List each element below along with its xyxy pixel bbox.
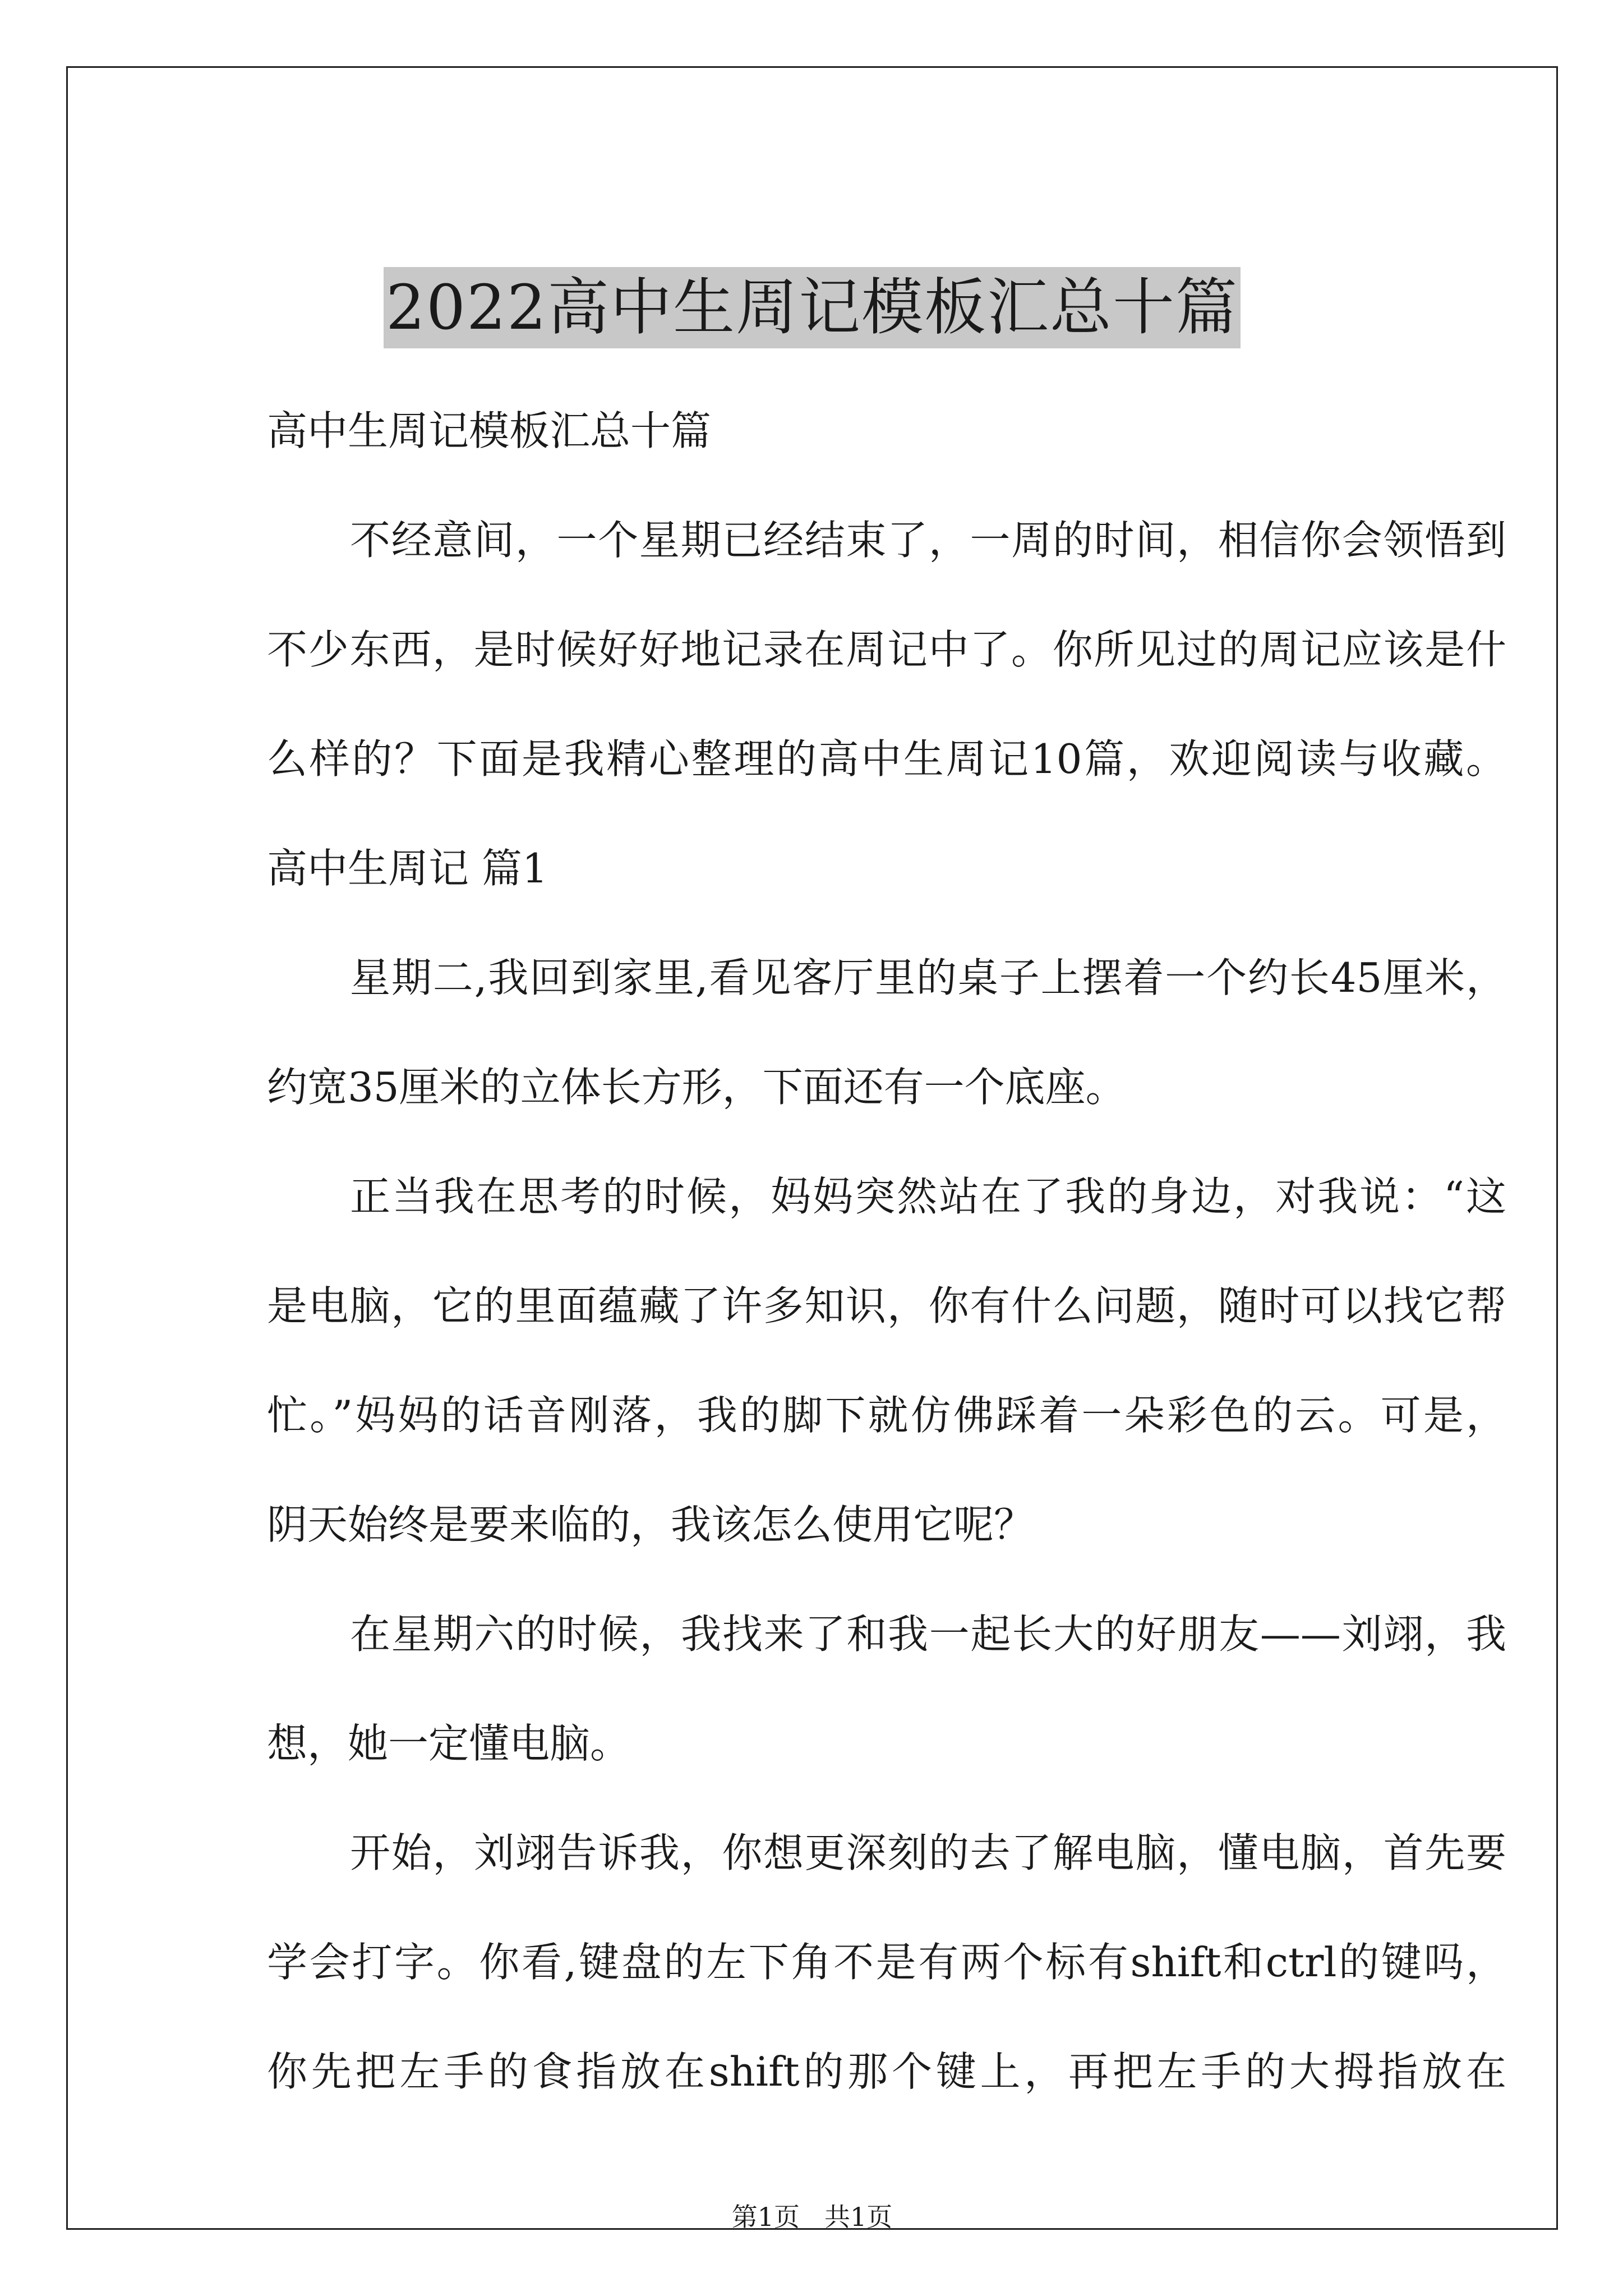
document-title: 2022高中生周记模板汇总十篇 [384,267,1241,348]
page-frame [66,66,1558,2230]
page-number: 第1页 [731,2202,800,2232]
title-container [68,267,1556,348]
text-line: 高中生周记模板汇总十篇 [267,407,712,454]
text-line: 正当我在思考的时候，妈妈突然站在了我的身边，对我说：“这 [350,1173,1506,1220]
text-line: 开始，刘翊告诉我，你想更深刻的去了解电脑，懂电脑，首先要 [350,1829,1506,1876]
text-line: 不经意间，一个星期已经结束了，一周的时间，相信你会领悟到 [350,517,1506,564]
text-line: 学会打字。你看,键盘的左下角不是有两个标有shift和ctrl的键吗， [267,1939,1506,1986]
text-line: 是电脑，它的里面蕴藏了许多知识，你有什么问题，随时可以找它帮 [267,1282,1506,1329]
text-line: 阴天始终是要来临的，我该怎么使用它呢？ [267,1501,1035,1548]
text-line: 不少东西，是时候好好地记录在周记中了。你所见过的周记应该是什 [267,626,1506,673]
text-line: 你先把左手的食指放在shift的那个键上，再把左手的大拇指放在 [267,2048,1506,2095]
page-footer [68,2197,1556,2234]
text-line: 星期二,我回到家里,看见客厅里的桌子上摆着一个约长45厘米， [350,954,1506,1001]
page-total: 共1页 [824,2202,893,2232]
text-line: 么样的？下面是我精心整理的高中生周记10篇，欢迎阅读与收藏。 [267,735,1506,783]
text-line: 在星期六的时候，我找来了和我一起长大的好朋友——刘翊，我 [350,1611,1506,1658]
text-line: 忙。”妈妈的话音刚落，我的脚下就仿佛踩着一朵彩色的云。可是， [267,1392,1506,1439]
document-body [267,376,1506,2127]
text-line: 约宽35厘米的立体长方形，下面还有一个底座。 [267,1064,1126,1111]
text-line: 想，她一定懂电脑。 [267,1720,631,1767]
text-line: 高中生周记 篇1 [267,845,548,892]
